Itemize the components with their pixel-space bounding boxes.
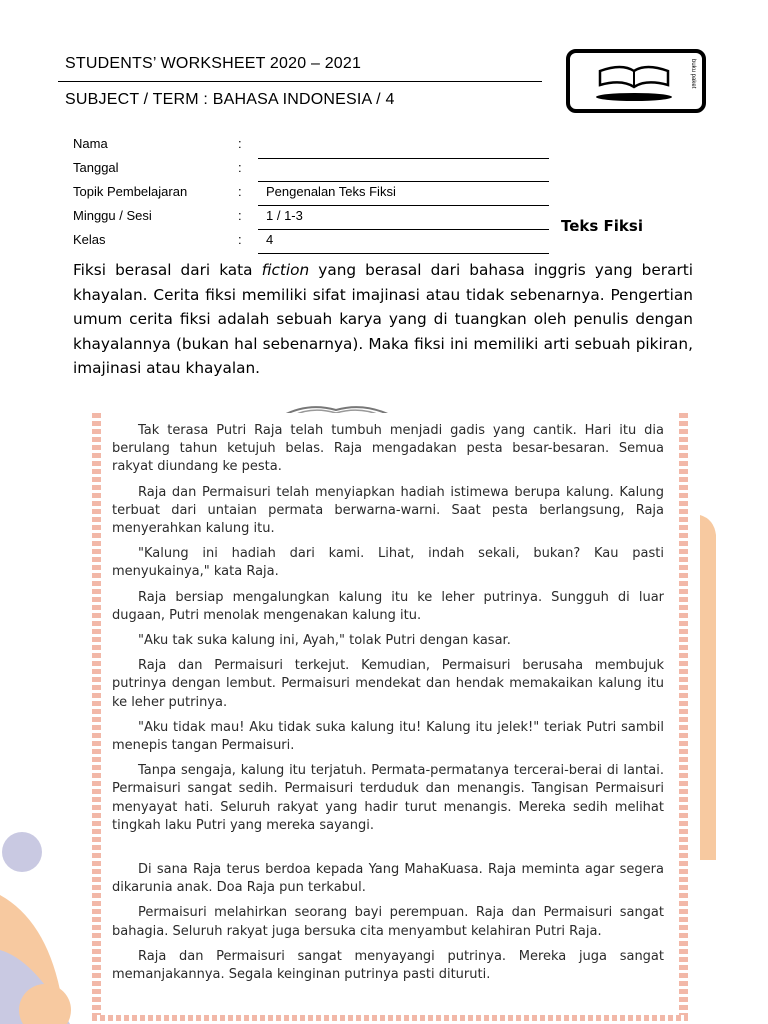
field-colon: : (238, 160, 242, 175)
tanggal-line (258, 181, 549, 182)
story-paragraph: "Kalung ini hadiah dari kami. Lihat, indah sekali, bukan? Kau pasti menyukainya," kata Raja. (112, 546, 664, 580)
field-label-topik: Topik Pembelajaran (73, 184, 188, 199)
story-border-right (679, 413, 688, 1021)
story-paragraph: Raja dan Permaisuri terkejut. Kemudian, Permaisuri berusaha membujuk putrinya dengan lembut. Permaisuri mendekat dan hendak memakaikan kalung itu ke leher putrinya. (112, 658, 664, 710)
story-border-left (92, 413, 101, 1021)
kelas-line (258, 253, 549, 254)
field-colon: : (238, 208, 242, 223)
story-text-top (112, 422, 664, 859)
subject-term: SUBJECT / TERM : BAHASA INDONESIA / 4 (65, 91, 395, 108)
field-label-tanggal: Tanggal (73, 160, 119, 175)
field-label-kelas: Kelas (73, 232, 106, 247)
field-label-nama: Nama (73, 136, 108, 151)
story-paragraph: Tanpa sengaja, kalung itu terjatuh. Permata-permatanya tercerai-berai di lantai. Permaisuri sangat sedih. Permaisuri terduduk dan menangis. Tangisan Permaisuri menyayat hati. Seluruh rakyat yang hadir turut menangis. Mereka sedih melihat tingkah laku Putri yang mereka sayangi. (112, 763, 664, 833)
field-colon: : (238, 184, 242, 199)
section-title: Teks Fiksi (561, 217, 643, 235)
topik-line (258, 205, 549, 206)
field-colon: : (238, 136, 242, 151)
story-paragraph: Permaisuri melahirkan seorang bayi perempuan. Raja dan Permaisuri sangat bahagia. Seluruh rakyat juga bersuka cita menyambut kelahiran Putri Raja. (112, 905, 664, 939)
logo-text: buku paket (690, 59, 696, 89)
intro-italic-word: fiction (261, 261, 310, 279)
story-paragraph: Raja bersiap mengalungkan kalung itu ke leher putrinya. Sungguh di luar dugaan, Putri menolak mengenakan kalung itu. (112, 589, 664, 623)
story-paragraph: Raja dan Permaisuri sangat menyayangi putrinya. Mereka juga sangat memanjakannya. Segala keinginan putrinya pasti dituruti. (112, 948, 664, 983)
field-colon: : (238, 232, 242, 247)
story-paragraph: "Aku tidak mau! Aku tidak suka kalung itu! Kalung itu jelek!" teriak Putri sambil menepis tangan Permaisuri. (112, 719, 664, 754)
field-value-topik: Pengenalan Teks Fiksi (266, 184, 396, 199)
story-paragraph: "Aku tak suka kalung ini, Ayah," tolak Putri dengan kasar. (138, 633, 511, 649)
decorative-tab (700, 515, 720, 860)
header-divider (58, 81, 542, 82)
story-passage (92, 413, 688, 1021)
field-value-kelas: 4 (266, 232, 274, 247)
field-value-minggu: 1 / 1-3 (266, 208, 303, 223)
field-label-minggu: Minggu / Sesi (73, 208, 152, 223)
intro-text-start: Fiksi berasal dari kata (73, 261, 262, 279)
story-border-bottom (92, 1015, 688, 1021)
intro-text-rest: yang berasal dari bahasa inggris yang berarti khayalan. Cerita fiksi memiliki sifat imajinasi atau tidak sebenarnya. Pengertian umum cerita fiksi adalah sebuah karya yang di tuangkan oleh penulis dengan khayalannya (bukan hal sebenarnya). Maka fiksi ini memiliki arti sebuah pikiran, imajinasi atau khayalan. (73, 261, 693, 378)
book-icon (570, 53, 702, 109)
story-paragraph: Raja dan Permaisuri telah menyiapkan hadiah istimewa berupa kalung. Kalung terbuat dari untaian permata berwarna-warni. Saat pesta berlangsung, Raja menyerahkan kalung itu. (112, 484, 664, 537)
story-text-bottom (112, 861, 664, 991)
worksheet-title: STUDENTS’ WORKSHEET 2020 – 2021 (65, 55, 362, 72)
story-paragraph: Di sana Raja terus berdoa kepada Yang MahaKuasa. Raja meminta agar segera dikarunia anak. Doa Raja pun terkabul. (112, 862, 664, 896)
decorative-shapes (0, 800, 80, 1024)
story-paragraph: Tak terasa Putri Raja telah tumbuh menjadi gadis yang cantik. Hari itu dia berulang tahun ketujuh belas. Raja mengadakan pesta besar-besaran. Semua rakyat diundang ke pesta. (112, 423, 664, 475)
intro-paragraph (73, 258, 693, 381)
minggu-line (258, 229, 549, 230)
school-logo (566, 49, 706, 113)
nama-line (258, 158, 549, 159)
